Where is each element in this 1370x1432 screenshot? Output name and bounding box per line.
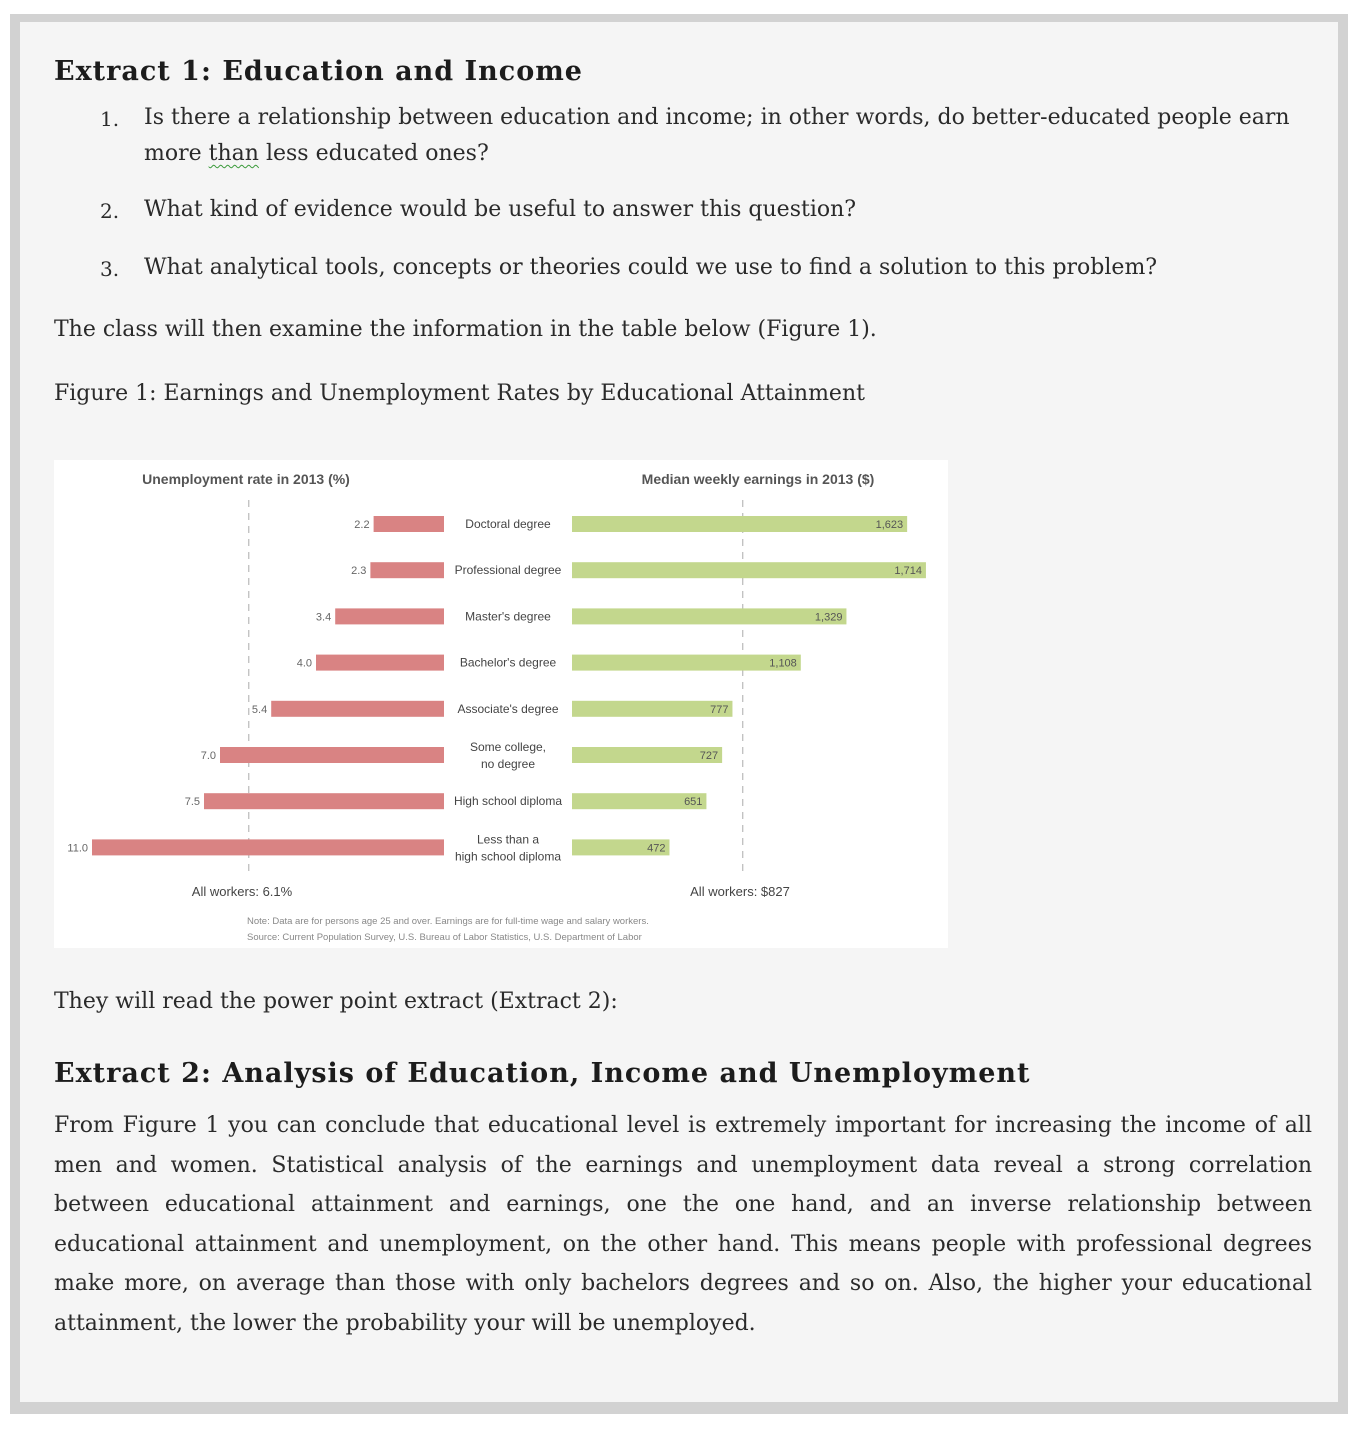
category-label: Associate's degree [457, 701, 559, 716]
extract2-heading: Extract 2: Analysis of Education, Income and Unemployment [54, 1058, 1031, 1089]
unemployment-value-label: 3.4 [315, 611, 332, 624]
earnings-unemployment-chart [54, 460, 948, 948]
extract2-paragraph: From Figure 1 you can conclude that educational level is extremely important for increasing the income of all men and women. Statistical analysis of the earnings and unemployment data reveal a strong correlation between educational attainment and earnings, one the one hand, and an inverse relationship between educational attainment and unemployment, on the other hand. This means people with professional degrees make more, on average than those with only bachelors degrees and so on. Also, the higher your educational attainment, the lower the probability your will be unemployed. [54, 1113, 1312, 1336]
earnings-value-label: 1,329 [814, 611, 843, 624]
earnings-bar [572, 516, 907, 532]
question-1-text: Is there a relationship between education and income; in other words, do better-educated people earn more [144, 105, 1290, 166]
unemployment-bar [370, 562, 444, 578]
category-label: Some college, [469, 740, 547, 754]
unemployment-bar [271, 701, 444, 717]
extract1-heading: Extract 1: Education and Income [54, 56, 583, 87]
category-label: Bachelor's degree [459, 655, 557, 670]
left-average-label: All workers: 6.1% [191, 884, 293, 899]
earnings-value-label: 472 [647, 842, 666, 855]
earnings-bar [572, 701, 732, 717]
unemployment-value-label: 7.0 [200, 750, 216, 762]
unemployment-bar [335, 608, 444, 624]
question-2-number: 2. [100, 199, 120, 223]
earnings-bar [572, 562, 926, 578]
earnings-value-label: 1,108 [769, 657, 797, 670]
unemployment-value-label: 11.0 [67, 842, 88, 855]
unemployment-bar [316, 655, 444, 671]
question-3-number: 3. [100, 257, 120, 281]
figure-caption: Figure 1: Earnings and Unemployment Rates by Educational Attainment [54, 381, 865, 406]
earnings-value-label: 727 [699, 750, 719, 762]
chart-source: Source: Current Population Survey, U.S. Bureau of Labor Statistics, U.S. Department of Labor [247, 932, 642, 943]
unemployment-value-label: 4.0 [296, 657, 312, 670]
category-label: high school diploma [454, 849, 562, 864]
question-3: What analytical tools, concepts or theories could we use to find a solution to this problem? [144, 255, 1158, 280]
category-label: Master's degree [465, 609, 551, 624]
earnings-value-label: 651 [684, 796, 703, 809]
class-intro-text: The class will then examine the information in the table below (Figure 1). [54, 317, 877, 342]
category-label: no degree [480, 757, 536, 771]
unemployment-bar [92, 839, 444, 855]
category-label: Professional degree [454, 563, 562, 578]
earnings-value-label: 1,714 [894, 565, 922, 578]
left-chart-title: Unemployment rate in 2013 (%) [142, 471, 350, 487]
earnings-value-label: 777 [710, 703, 729, 716]
earnings-bar [572, 608, 846, 624]
unemployment-bar [204, 793, 444, 809]
category-label: High school diploma [453, 794, 563, 809]
spelling-underline-word: than [208, 141, 259, 166]
question-1 [144, 100, 1314, 172]
chart-note: Note: Data are for persons age 25 and over. Earnings are for full-time wage and salary workers. [247, 916, 649, 927]
question-1-number: 1. [100, 107, 120, 131]
earnings-value-label: 1,623 [875, 519, 904, 531]
unemployment-bar [374, 516, 444, 532]
earnings-bar [572, 655, 801, 671]
unemployment-value-label: 2.3 [351, 565, 367, 578]
category-label: Less than a [476, 832, 540, 847]
unemployment-value-label: 2.2 [354, 519, 370, 531]
unemployment-bar [220, 747, 444, 763]
right-average-label: All workers: $827 [690, 884, 790, 899]
question-2: What kind of evidence would be useful to answer this question? [144, 197, 857, 222]
question-1-text-end: less educated ones? [258, 141, 489, 166]
right-chart-title: Median weekly earnings in 2013 ($) [641, 471, 875, 487]
category-label: Doctoral degree [465, 517, 551, 531]
unemployment-value-label: 7.5 [184, 796, 200, 809]
bridge-text: They will read the power point extract (Extract 2): [54, 989, 618, 1014]
unemployment-value-label: 5.4 [251, 703, 268, 716]
